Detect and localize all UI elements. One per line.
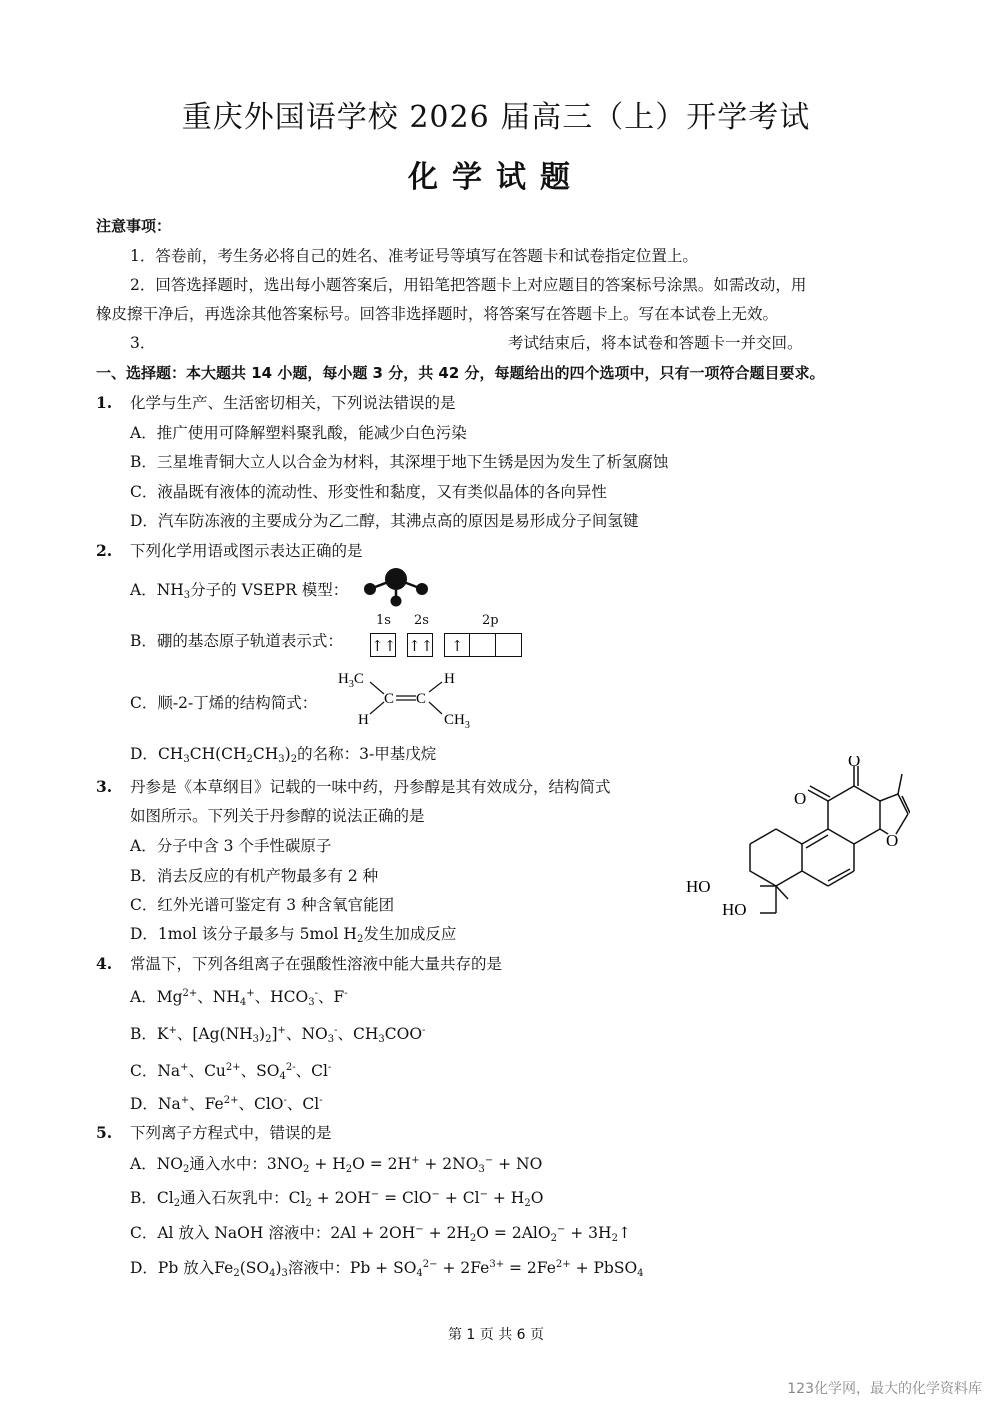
q4-option-c: C．Na+、$Cu^{2+}$、$SO_4^{2-}$、Cl-	[130, 1062, 332, 1082]
orbital-box-1s: ↑↑	[370, 633, 396, 657]
svg-text:H: H	[444, 671, 455, 687]
q3-option-a: A．分子中含 3 个手性碳原子	[130, 837, 332, 855]
q2-option-c: C．顺-2-丁烯的结构简式：	[130, 694, 318, 712]
q1-option-a: A．推广使用可降解塑料聚乳酸，能减少白色污染	[130, 424, 467, 442]
svg-text:HO: HO	[686, 877, 711, 896]
question-stem: 常温下，下列各组离子在强酸性溶液中能大量共存的是	[130, 955, 503, 973]
orbital-label-1s: 1s	[376, 613, 391, 628]
svg-text:O: O	[886, 831, 899, 850]
svg-text:CH3: $CH_3$	[444, 712, 470, 731]
q2-option-b: B．硼的基态原子轨道表示式：	[130, 632, 343, 650]
q5-option-c: C．Al 放入 NaOH 溶液中：$2Al + 2OH^- + 2H_2O = 2AlO_2^-$ + $3H_2↑$	[130, 1224, 631, 1244]
q1-option-d: D．汽车防冻液的主要成分为乙二醇，其沸点高的原因是易形成分子间氢键	[130, 512, 639, 530]
notice-item-2b: 橡皮擦干净后，再选涂其他答案标号。回答非选择题时，将答案写在答题卡上。写在本试卷上无效。	[96, 305, 779, 323]
formula-3-methylpentane: $CH_3CH(CH_2CH_3)_2$	[157, 745, 298, 765]
notice-item-2a: 2．回答选择题时，选出每小题答案后，用铅笔把答题卡上对应题目的答案标号涂黑。如需改动，用	[130, 276, 807, 294]
notice-item-3-num: 3．	[130, 334, 156, 352]
orbital-box-2s: ↑↑	[407, 633, 433, 657]
svg-text:H: H	[358, 712, 369, 728]
q4-option-a: A．$Mg^{2+}$、$NH_4^+$、$HCO_3^-$、F-	[130, 988, 348, 1008]
orbital-box-2p: ↑	[444, 633, 522, 657]
svg-text:C: C	[384, 691, 395, 707]
section-heading: 一、选择题：本大题共 14 小题，每小题 3 分，共 42 分，每题给出的四个选项中，只有一项符合题目要求。	[96, 364, 825, 382]
q3-option-c: C．红外光谱可鉴定有 3 种含氧官能团	[130, 896, 395, 914]
q3-option-d: D．1mol 该分子最多与 5mol $H_2$发生加成反应	[130, 925, 457, 945]
question-number: 5.	[96, 1123, 113, 1142]
q4-option-d: D．Na+、$Fe^{2+}$、ClO-、Cl-	[130, 1095, 323, 1113]
q1-option-b: B．三星堆青铜大立人以合金为材料，其深埋于地下生锈是因为发生了析氢腐蚀	[130, 453, 669, 471]
q5-option-b: B．$Cl_2$通入石灰乳中：$Cl_2 + 2OH^- = ClO^- + Cl^- + H_2O$	[130, 1189, 544, 1209]
orbital-diagram	[370, 633, 522, 657]
notice-item-1: 1．答卷前，考生务必将自己的姓名、准考证号等填写在答题卡和试卷指定位置上。	[130, 247, 698, 265]
question-number: 1.	[96, 393, 113, 412]
page-number: 第 1 页 共 6 页	[447, 1327, 545, 1343]
exam-title: 重庆外国语学校 2026 届高三（上）开学考试	[181, 100, 811, 135]
orbital-label-2s: 2s	[414, 613, 429, 628]
notice-heading: 注意事项：	[96, 217, 172, 235]
question-stem: 化学与生产、生活密切相关，下列说法错误的是	[130, 394, 456, 412]
svg-text:O: O	[848, 756, 861, 770]
question-stem: 下列化学用语或图示表达正确的是	[130, 542, 363, 560]
danshenol-structure	[680, 756, 910, 926]
question-stem: 下列离子方程式中，错误的是	[130, 1124, 332, 1142]
svg-text:HO: HO	[722, 900, 747, 919]
question-4	[96, 952, 502, 974]
svg-text:C: C	[416, 691, 427, 707]
question-number: 2.	[96, 541, 113, 560]
question-5	[96, 1121, 332, 1143]
svg-text:O: O	[794, 789, 807, 808]
question-number: 4.	[96, 954, 113, 973]
q1-option-c: C．液晶既有液体的流动性、形变性和黏度，又有类似晶体的各向异性	[130, 483, 607, 501]
question-number: 3.	[96, 777, 113, 796]
q5-option-a: A．$NO_2$通入水中：$3NO_2 + H_2O = 2H^+ + 2NO_3^-$ + NO	[130, 1155, 543, 1175]
question-1	[96, 391, 456, 413]
q2-option-a: A．$NH_3$分子的 VSEPR 模型：	[130, 581, 349, 601]
question-2	[96, 539, 363, 561]
question-stem: 丹参是《本草纲目》记载的一味中药，丹参醇是其有效成分，结构简式	[130, 778, 611, 796]
orbital-label-2p: 2p	[482, 613, 499, 628]
watermark: 123化学网，最大的化学资料库	[787, 1381, 982, 1397]
q4-option-b: B．K+、$[Ag(NH_3)_2]^+$、$NO_3^-$、$CH_3COO^-$	[130, 1025, 426, 1045]
notice-item-3-text: 考试结束后，将本试卷和答题卡一并交回。	[508, 334, 803, 352]
q3-stem-line2: 如图所示。下列关于丹参醇的说法正确的是	[130, 807, 425, 825]
formula-nh3: $NH_3$	[156, 581, 191, 601]
q5-option-d: D．Pb 放入$Fe_2(SO_4)_3$溶液中：$Pb + SO_4^{2-} + 2Fe^{3+} = 2Fe^{2+}$ + PbSO$_4$	[130, 1259, 644, 1279]
cis-2-butene-structure	[334, 664, 484, 732]
vsepr-model-image	[360, 564, 432, 608]
q3-option-b: B．消去反应的有机产物最多有 2 种	[130, 867, 379, 885]
q2-option-d: D．$CH_3CH(CH_2CH_3)_2$的名称：3-甲基戊烷	[130, 745, 437, 765]
question-3	[96, 775, 611, 797]
svg-text:H3C: $H_3C$	[338, 671, 364, 690]
subject-title: 化学试题	[408, 160, 584, 195]
